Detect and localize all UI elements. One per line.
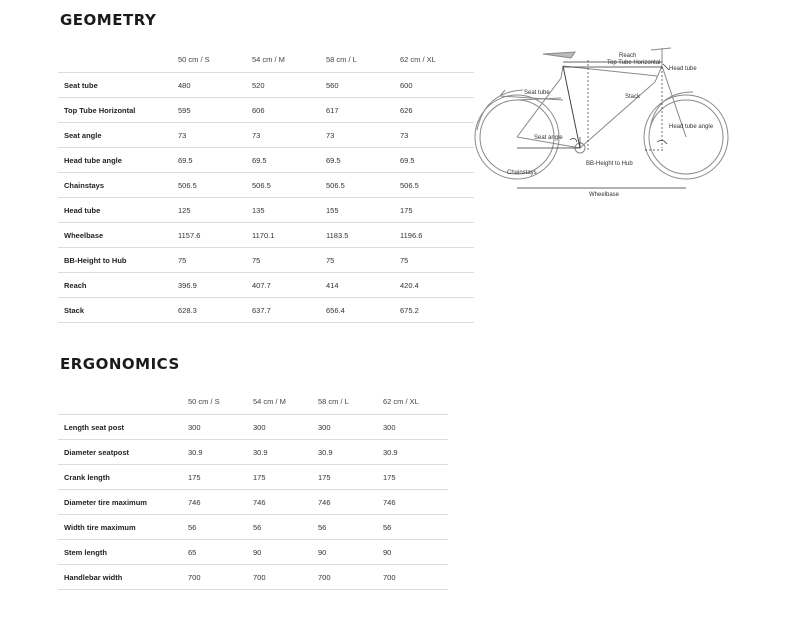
- row-label: Length seat post: [58, 415, 188, 440]
- row-label: Handlebar width: [58, 565, 188, 590]
- table-row: [58, 515, 448, 540]
- row-label: Crank length: [58, 465, 188, 490]
- table-row: [58, 465, 448, 490]
- table-row: [58, 248, 474, 273]
- row-label: Chainstays: [58, 173, 178, 198]
- cell-value: 30.9: [383, 440, 448, 465]
- geometry-title: GEOMETRY: [60, 11, 157, 29]
- row-label: Reach: [58, 273, 178, 298]
- cell-value: 520: [252, 73, 326, 98]
- ergonomics-size-header: 62 cm / XL: [383, 397, 419, 406]
- row-label: Head tube: [58, 198, 178, 223]
- cell-value: 75: [400, 248, 474, 273]
- row-label: Seat tube: [58, 73, 178, 98]
- cell-value: 656.4: [326, 298, 400, 323]
- cell-value: 135: [252, 198, 326, 223]
- cell-value: 414: [326, 273, 400, 298]
- cell-value: 65: [188, 540, 253, 565]
- reach-label: Reach: [619, 53, 637, 59]
- cell-value: 746: [383, 490, 448, 515]
- cell-value: 506.5: [178, 173, 252, 198]
- cell-value: 700: [383, 565, 448, 590]
- saddle: [543, 52, 575, 58]
- cell-value: 300: [318, 415, 383, 440]
- ergonomics-size-header: 58 cm / L: [318, 397, 349, 406]
- head-tube-angle-label: Head tube angle: [669, 124, 714, 130]
- cell-value: 30.9: [318, 440, 383, 465]
- cell-value: 300: [253, 415, 318, 440]
- table-row: [58, 148, 474, 173]
- table-row: [58, 490, 448, 515]
- cell-value: 175: [253, 465, 318, 490]
- table-row: [58, 273, 474, 298]
- table-row: [58, 223, 474, 248]
- cell-value: 628.3: [178, 298, 252, 323]
- row-label: Diameter tire maximum: [58, 490, 188, 515]
- cell-value: 1196.6: [400, 223, 474, 248]
- row-label: Stem length: [58, 540, 188, 565]
- row-label: Wheelbase: [58, 223, 178, 248]
- seat-angle-arc: [570, 138, 577, 142]
- row-label: BB-Height to Hub: [58, 248, 178, 273]
- cell-value: 125: [178, 198, 252, 223]
- seat-tube-label: Seat tube: [524, 90, 550, 96]
- table-row: [58, 173, 474, 198]
- ergonomics-header-row: [58, 389, 448, 415]
- row-label: Stack: [58, 298, 178, 323]
- cell-value: 30.9: [188, 440, 253, 465]
- cell-value: 506.5: [252, 173, 326, 198]
- cell-value: 700: [318, 565, 383, 590]
- stack-label: Stack: [625, 94, 641, 100]
- table-row: [58, 198, 474, 223]
- cell-value: 1170.1: [252, 223, 326, 248]
- row-label: Seat angle: [58, 123, 178, 148]
- cell-value: 30.9: [253, 440, 318, 465]
- cell-value: 75: [252, 248, 326, 273]
- cell-value: 175: [188, 465, 253, 490]
- geometry-header-blank: [58, 46, 178, 73]
- cell-value: 1157.6: [178, 223, 252, 248]
- cell-value: 75: [326, 248, 400, 273]
- top-tube-label: Top Tube Horizontal: [607, 60, 661, 66]
- cell-value: 675.2: [400, 298, 474, 323]
- cell-value: 69.5: [326, 148, 400, 173]
- table-row: [58, 123, 474, 148]
- cell-value: 56: [253, 515, 318, 540]
- table-row: [58, 298, 474, 323]
- wheelbase-label: Wheelbase: [589, 192, 620, 198]
- cell-value: 700: [188, 565, 253, 590]
- cell-value: 73: [326, 123, 400, 148]
- fender-rear: [477, 90, 523, 130]
- cell-value: 700: [253, 565, 318, 590]
- cell-value: 506.5: [400, 173, 474, 198]
- table-row: [58, 565, 448, 590]
- geometry-table: [58, 46, 474, 323]
- cell-value: 746: [318, 490, 383, 515]
- cell-value: 73: [178, 123, 252, 148]
- cell-value: 595: [178, 98, 252, 123]
- cell-value: 69.5: [252, 148, 326, 173]
- cell-value: 617: [326, 98, 400, 123]
- cell-value: 73: [400, 123, 474, 148]
- cell-value: 480: [178, 73, 252, 98]
- cell-value: 56: [383, 515, 448, 540]
- cell-value: 300: [188, 415, 253, 440]
- ergonomics-size-header: 50 cm / S: [188, 397, 220, 406]
- geometry-size-header: 50 cm / S: [178, 54, 210, 64]
- cell-value: 73: [252, 123, 326, 148]
- cell-value: 560: [326, 73, 400, 98]
- cell-value: 90: [383, 540, 448, 565]
- row-label: Diameter seatpost: [58, 440, 188, 465]
- cell-value: 407.7: [252, 273, 326, 298]
- row-label: Head tube angle: [58, 148, 178, 173]
- cell-value: 90: [253, 540, 318, 565]
- cell-value: 69.5: [178, 148, 252, 173]
- cell-value: 175: [318, 465, 383, 490]
- table-row: [58, 540, 448, 565]
- seat-angle-label: Seat angle: [534, 135, 563, 141]
- head-tube-label: Head tube: [669, 66, 697, 72]
- cell-value: 90: [318, 540, 383, 565]
- cell-value: 175: [400, 198, 474, 223]
- chainstays-label: Chainstays: [507, 170, 537, 176]
- cell-value: 506.5: [326, 173, 400, 198]
- ergonomics-header-blank: [58, 389, 188, 415]
- cell-value: 175: [383, 465, 448, 490]
- cell-value: 1183.5: [326, 223, 400, 248]
- cell-value: 606: [252, 98, 326, 123]
- cell-value: 600: [400, 73, 474, 98]
- cell-value: 746: [188, 490, 253, 515]
- row-label: Width tire maximum: [58, 515, 188, 540]
- bike-geometry-diagram: [465, 40, 740, 205]
- cell-value: 75: [178, 248, 252, 273]
- table-row: [58, 440, 448, 465]
- row-label: Top Tube Horizontal: [58, 98, 178, 123]
- table-row: [58, 73, 474, 98]
- cell-value: 420.4: [400, 273, 474, 298]
- table-row: [58, 98, 474, 123]
- cell-value: 56: [188, 515, 253, 540]
- cell-value: 56: [318, 515, 383, 540]
- ergonomics-size-header: 54 cm / M: [253, 397, 286, 406]
- bb-height-label: BB-Height to Hub: [586, 161, 633, 167]
- cell-value: 155: [326, 198, 400, 223]
- cell-value: 746: [253, 490, 318, 515]
- ergonomics-title: ERGONOMICS: [60, 355, 180, 373]
- ergonomics-table: [58, 389, 448, 590]
- cell-value: 626: [400, 98, 474, 123]
- geometry-size-header: 62 cm / XL: [400, 54, 436, 64]
- table-row: [58, 415, 448, 440]
- cell-value: 69.5: [400, 148, 474, 173]
- seat-tube-line: [563, 66, 580, 148]
- cell-value: 396.9: [178, 273, 252, 298]
- cell-value: 300: [383, 415, 448, 440]
- geometry-size-header: 54 cm / M: [252, 54, 285, 64]
- cell-value: 637.7: [252, 298, 326, 323]
- geometry-size-header: 58 cm / L: [326, 54, 357, 64]
- geometry-header-row: [58, 46, 474, 73]
